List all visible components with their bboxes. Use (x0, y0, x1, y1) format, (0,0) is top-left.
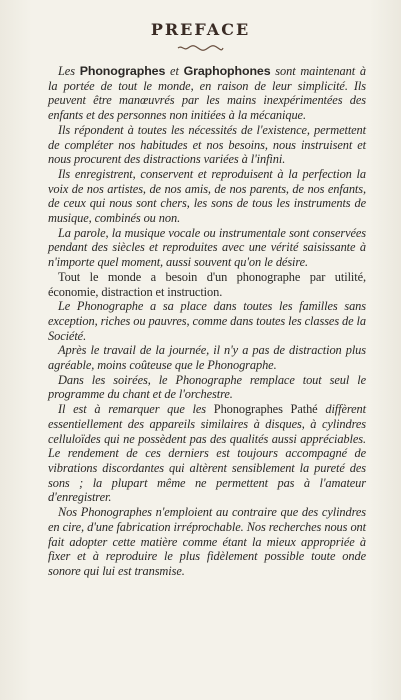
paragraph-3: Ils enregistrent, conservent et reproduisent à la perfection la voix de nos artistes, de nos amis, de nos parents, de nos enfants, de ceux qui nous sont chers, les sons de tous les instruments de musique, combinés ou non. (48, 166, 366, 226)
paragraph-9: Il est à remarquer que les Phonographes Pathé diffèrent essentiellement des appareils similaires à disques, à cylindres celluloïdes qui ne possèdent pas des qualités aussi appréciables. Le rendement de ces derniers est toujours accompagné de vibrations discordantes qui altèrent sensiblement la pureté des sons ; la plupart même ne permettent pas à l'amateur d'enregistrer. (48, 402, 366, 505)
title-ornament (176, 44, 224, 52)
paragraph-10: Nos Phonographes n'emploient au contraire que des cylindres en cire, d'une fabrication irréprochable. Nos recherches nous ont fait adopter cette matière comme étant la mieux appropriée à fixer et à reproduire le plus fidèlement possible toute onde sonore qui lui est transmise. (48, 505, 366, 578)
page-title: PREFACE (150, 20, 251, 39)
term-phonographes-pathe: Phonographes Pathé (213, 402, 318, 417)
paragraph-1: Les Phonographes et Graphophones sont maintenant à la portée de tout le monde, en raison de leur simplicité. Ils peuvent être manœuvrés par les mains inexpérimentées des enfants et des personnes non initiées à la mécanique. (48, 64, 366, 123)
paragraph-5: Tout le monde a besoin d'un phonographe par utilité, économie, distraction et instruction. (48, 269, 366, 299)
paragraph-8: Dans les soirées, le Phonographe remplace tout seul le programme du chant et de l'orchestre. (48, 372, 366, 402)
term-graphophones: Graphophones (183, 64, 271, 78)
preface-text (48, 64, 366, 579)
paragraph-2: Ils répondent à toutes les nécessités de l'existence, permettent de compléter nos habitudes et nos besoins, nous instruisent et nous procurent des distractions variées à l'infini. (48, 122, 366, 167)
paragraph-4: La parole, la musique vocale ou instrumentale sont conservées pendant des siècles et reproduites avec une vérité saisissante à n'importe quel moment, aussi souvent qu'on le désire. (48, 225, 366, 270)
paragraph-7: Après le travail de la journée, il n'y a pas de distraction plus agréable, moins coûteuse que le Phonographe. (48, 343, 366, 373)
term-phonographes: Phonographes (79, 64, 166, 78)
paragraph-6: Le Phonographe a sa place dans toutes les familles sans exception, riches ou pauvres, comme dans toutes les classes de la Société. (48, 299, 366, 343)
